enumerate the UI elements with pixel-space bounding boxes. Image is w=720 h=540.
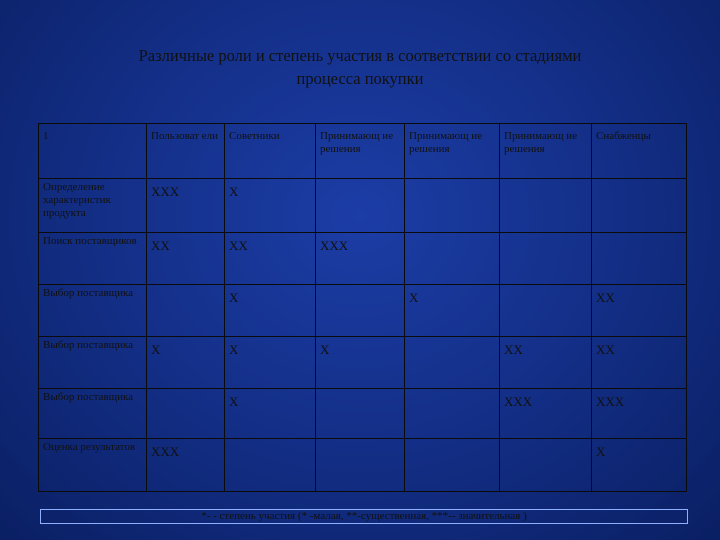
table-cell: [592, 233, 687, 285]
table-cell: [405, 439, 500, 492]
table-cell: [225, 439, 316, 492]
column-header-users: Пользоват ели: [147, 124, 225, 179]
table-cell: [500, 439, 592, 492]
table-row: [39, 233, 687, 285]
table-cell: [147, 389, 225, 439]
table-cell: X: [225, 179, 316, 233]
row-label: Поиск поставщиков: [39, 233, 147, 285]
column-header-deciders-1: Принимающ ие решения: [316, 124, 405, 179]
table-cell: XX: [592, 285, 687, 337]
table-cell: XX: [147, 233, 225, 285]
table-row: [39, 439, 687, 492]
row-label: Выбор поставщика: [39, 285, 147, 337]
table-cell: [147, 285, 225, 337]
table-row: [39, 389, 687, 439]
table-cell: X: [147, 337, 225, 389]
table-cell: [316, 179, 405, 233]
table-cell: [500, 233, 592, 285]
table-cell: [592, 179, 687, 233]
table-cell: XX: [592, 337, 687, 389]
table-cell: [316, 285, 405, 337]
slide-title: [60, 44, 660, 90]
table-cell: XXX: [147, 179, 225, 233]
roles-participation-table: [38, 123, 687, 492]
row-label: Выбор поставщика: [39, 389, 147, 439]
table-cell: X: [225, 337, 316, 389]
table-cell: XX: [500, 337, 592, 389]
corner-cell: 1: [39, 124, 147, 179]
table-row: [39, 285, 687, 337]
column-header-advisors: Советники: [225, 124, 316, 179]
title-line-2: процесса покупки: [296, 69, 424, 88]
table-cell: [405, 233, 500, 285]
table-cell: X: [405, 285, 500, 337]
table-header-row: [39, 124, 687, 179]
table-cell: X: [316, 337, 405, 389]
table-row: [39, 337, 687, 389]
column-header-deciders-2: Принимающ ие решения: [405, 124, 500, 179]
table-cell: [405, 337, 500, 389]
table-cell: XX: [225, 233, 316, 285]
table-cell: XXX: [147, 439, 225, 492]
table-cell: XXX: [592, 389, 687, 439]
table-cell: XXX: [316, 233, 405, 285]
row-label: Определение характеристик продукта: [39, 179, 147, 233]
table-row: [39, 179, 687, 233]
row-label: Выбор поставщика: [39, 337, 147, 389]
table-cell: [500, 179, 592, 233]
column-header-deciders-3: Принимающ ие решения: [500, 124, 592, 179]
title-line-1: Различные роли и степень участия в соответствии со стадиями: [138, 46, 582, 65]
table-cell: X: [225, 389, 316, 439]
table-cell: [405, 389, 500, 439]
table-cell: [405, 179, 500, 233]
table-cell: [500, 285, 592, 337]
table-cell: [316, 439, 405, 492]
participation-legend-footnote: *- - степень участия (* -малая, **-существенная, ***-- значительная ): [40, 509, 688, 524]
table-cell: [316, 389, 405, 439]
table-cell: X: [225, 285, 316, 337]
table-cell: XXX: [500, 389, 592, 439]
table-cell: X: [592, 439, 687, 492]
column-header-suppliers: Снабженцы: [592, 124, 687, 179]
row-label: Оценка результатов: [39, 439, 147, 492]
